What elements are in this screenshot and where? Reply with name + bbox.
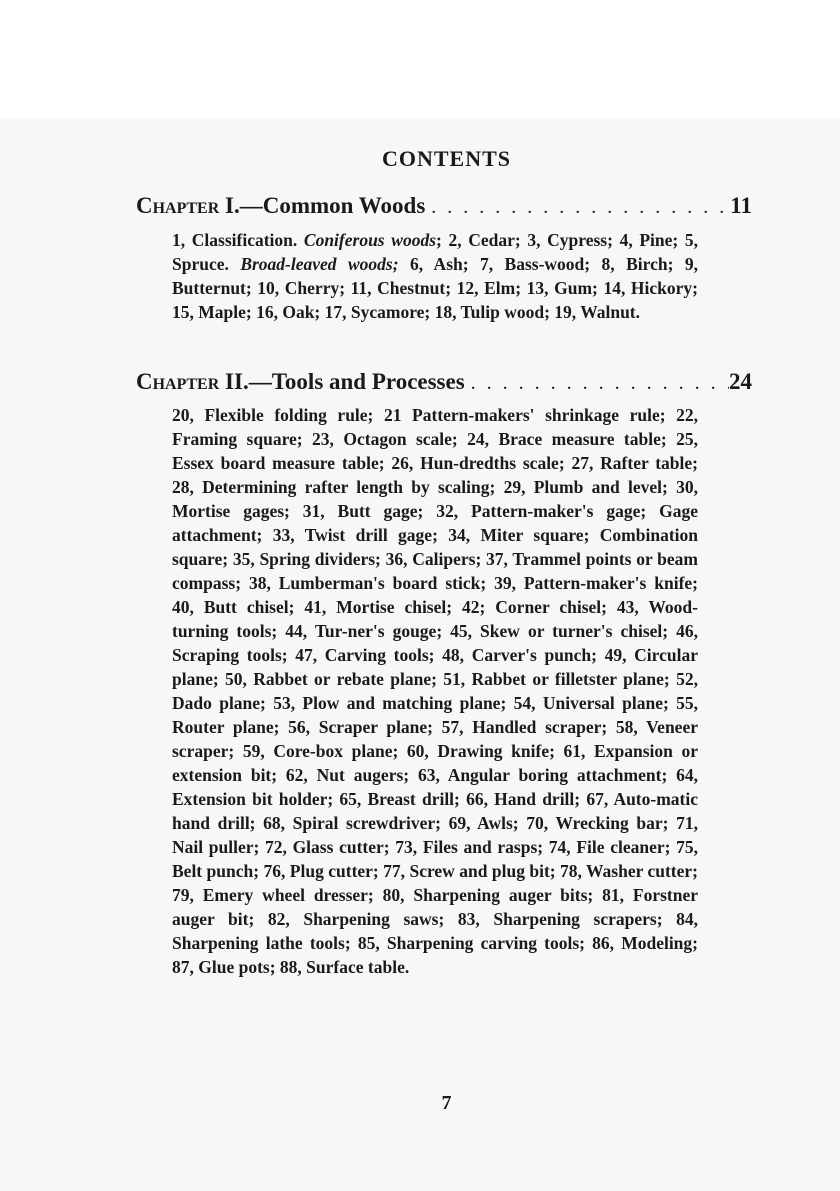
chapter-2-heading [136, 369, 752, 395]
chapter-title: II.—Tools and Processes [225, 369, 465, 394]
chapter-title: I.—Common Woods [225, 193, 426, 218]
contents-text: 6, Ash; 7, Bass-wood; 8, Birch; 9, Butternut; 10, Cherry; 11, Chestnut; 12, Elm; 13, Gum; 14, Hickory; 15, Maple; 16, Oak; 17, Sycamore; 18, Tulip wood; 19, Walnut. [172, 254, 698, 322]
contents-text: 1, Classification. [172, 230, 304, 250]
chapter-2-contents: 20, Flexible folding rule; 21 Pattern-makers' shrinkage rule; 22, Framing square; 23, Octagon scale; 24, Brace measure table; 25, Essex board measure table; 26, Hun-dredths scale; 27, Rafter table; 28, Determining rafter length by scaling; 29, Plumb and level; 30, Mortise gages; 31, Butt gage; 32, Pattern-maker's gage; Gage attachment; 33, Twist drill gage; 34, Miter square; Combination square; 35, Spring dividers; 36, Calipers; 37, Trammel points or beam compass; 38, Lumberman's board stick; 39, Pattern-maker's knife; 40, Butt chisel; 41, Mortise chisel; 42; Corner chisel; 43, Wood-turning tools; 44, Tur-ner's gouge; 45, Skew or turner's chisel; 46, Scraping tools; 47, Carving tools; 48, Carver's punch; 49, Circular plane; 50, Rabbet or rebate plane; 51, Rabbet or filletster plane; 52, Dado plane; 53, Plow and matching plane; 54, Universal plane; 55, Router plane; 56, Scraper plane; 57, Handled scraper; 58, Veneer scraper; 59, Core-box plane; 60, Drawing knife; 61, Expansion or extension bit; 62, Nut augers; 63, Angular boring attachment; 64, Extension bit holder; 65, Breast drill; 66, Hand drill; 67, Auto-matic hand drill; 68, Spiral screwdriver; 69, Awls; 70, Wrecking bar; 71, Nail puller; 72, Glass cutter; 73, Files and rasps; 74, File cleaner; 75, Belt punch; 76, Plug cutter; 77, Screw and plug bit; 78, Washer cutter; 79, Emery wheel dresser; 80, Sharpening auger bits; 81, Forstner auger bit; 82, Sharpening saws; 83, Sharpening scrapers; 84, Sharpening lathe tools; 85, Sharpening carving tools; 86, Modeling; 87, Glue pots; 88, Surface table. [172, 405, 698, 977]
chapter-1-heading [136, 193, 752, 219]
page-title: CONTENTS [381, 146, 512, 171]
page-number: 7 [441, 1092, 452, 1114]
contents-text: ; 2, Cedar; 3, Cypress; 4, Pine; 5, Spruce. [172, 230, 698, 274]
chapter-label: Chapter [136, 193, 220, 218]
chapter-1-contents [172, 228, 698, 324]
subheading-italic: Coniferous woods [303, 230, 436, 250]
chapter-page-number: 24 [729, 369, 752, 394]
chapter-page-number: 11 [730, 193, 752, 218]
subheading-italic: Broad-leaved woods; [240, 254, 399, 274]
leader-dots [425, 196, 730, 219]
leader-dots [465, 372, 729, 395]
chapter-label: Chapter [136, 369, 220, 394]
